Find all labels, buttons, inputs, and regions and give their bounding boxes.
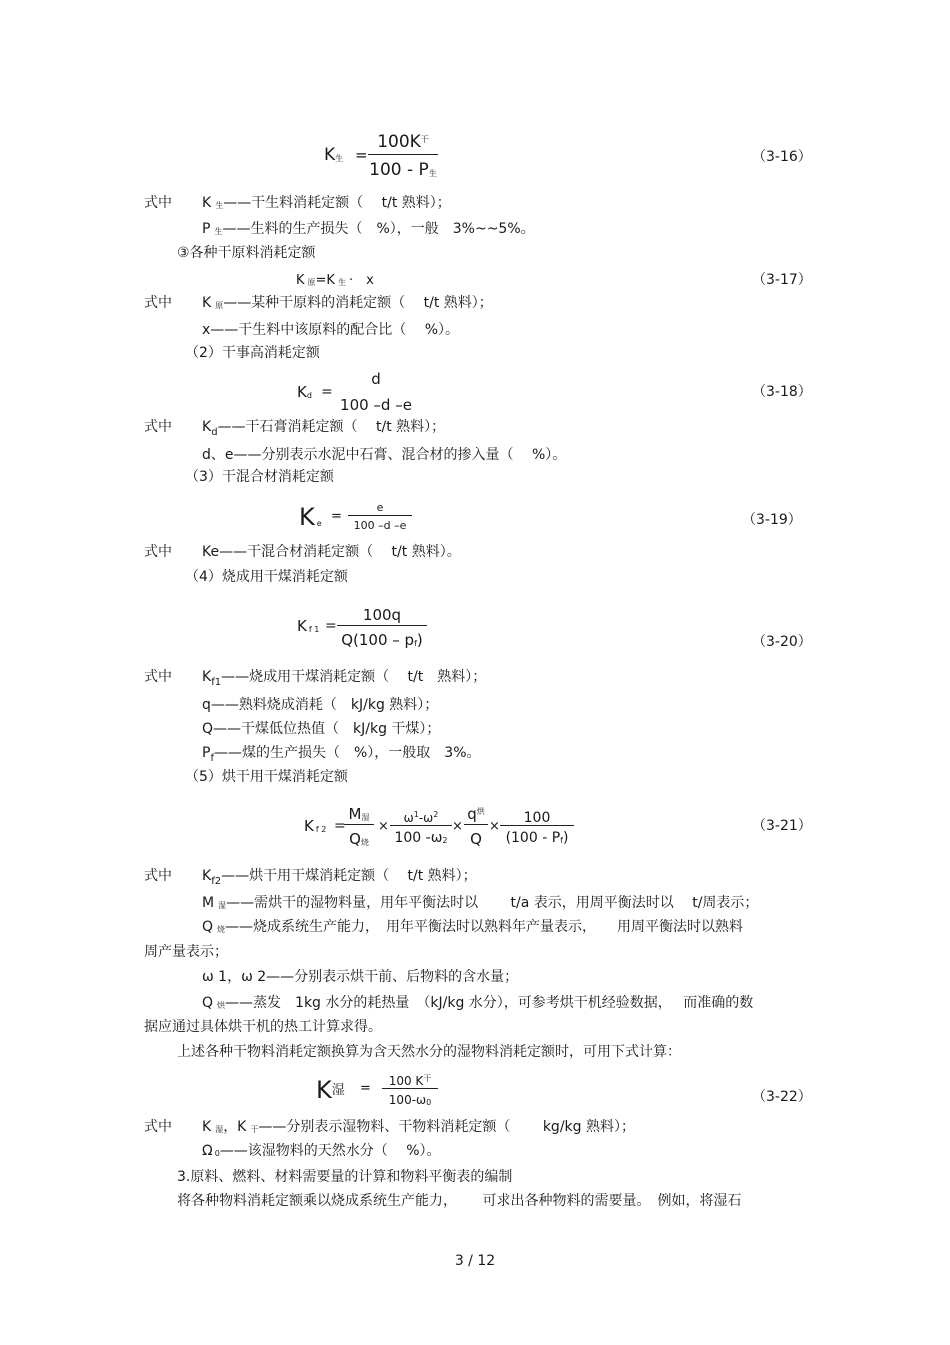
times-sign: × [378, 819, 389, 834]
shizhong-label: 式中 [144, 419, 172, 435]
denominator: 100 - P [369, 160, 429, 180]
eq-subscript: 生 [335, 154, 344, 163]
eq-sign: = [325, 618, 337, 634]
denominator-sub: 0 [426, 1098, 432, 1107]
fraction-bar [382, 1088, 438, 1089]
eq-symbol: K [297, 617, 307, 635]
fraction-bar [464, 824, 488, 825]
numerator: e [376, 501, 384, 514]
eq-subscript: 湿 [331, 1083, 345, 1098]
shizhong-label: 式中 [144, 868, 172, 884]
definition-line [202, 296, 493, 310]
fraction-bar [368, 154, 438, 155]
fraction [382, 1073, 438, 1109]
denominator-sub: f [560, 836, 563, 845]
equation-number: （3-22） [752, 1089, 812, 1105]
symbol-sub: d [211, 427, 218, 438]
definition-text: ——烘干用干煤消耗定额（ t/t 熟料）； [221, 868, 477, 884]
denominator: (100 - P [505, 830, 561, 846]
definition-line [202, 920, 743, 934]
symbol-sub: 原 [215, 301, 224, 310]
symbol: M [202, 895, 215, 911]
symbol-sub: 生 [215, 201, 224, 210]
symbol: K [202, 868, 212, 884]
symbol: ，K [223, 1119, 247, 1135]
page-number: 3 / 12 [454, 1253, 496, 1269]
symbol-sub: 生 [214, 227, 223, 236]
eq-subscript: e [316, 519, 322, 528]
definition-text: ——干生料消耗定额（ t/t 熟料）； [223, 195, 451, 211]
numerator: q [467, 805, 477, 823]
denominator: 100 –d –e [353, 519, 407, 532]
symbol-sub: 烧 [217, 925, 226, 934]
denominator-sub: 烧 [360, 838, 369, 847]
numerator-sub: 湿 [361, 813, 370, 822]
fraction [368, 132, 438, 182]
section-heading: （4）烧成用干煤消耗定额 [185, 569, 348, 585]
definition-line [202, 420, 445, 438]
fraction [348, 501, 412, 533]
symbol-sub: f2 [211, 876, 222, 887]
definition-text: ——干石膏消耗定额（ t/t 熟料）； [217, 419, 446, 435]
eq-middle: =K [315, 273, 335, 288]
fraction-bar [500, 825, 574, 826]
symbol-sub: 烘 [217, 1001, 226, 1010]
section-heading: （3）干混合材消耗定额 [185, 469, 334, 485]
eq-sign: = [355, 146, 368, 164]
numerator-sub: 干 [420, 135, 429, 144]
definition-line [202, 1144, 441, 1158]
numerator-sub: 干 [423, 1074, 432, 1083]
fraction-bar [390, 825, 452, 826]
numerator: -ω [418, 811, 434, 825]
symbol: P [202, 745, 211, 761]
eq-symbol: K [304, 817, 314, 835]
eq-symbol: K [297, 383, 307, 401]
denominator: 100 –d –e [340, 396, 412, 414]
definition-line [202, 996, 753, 1010]
definition-text: ——生料的生产损失（ %），一般 3%~~5%。 [222, 221, 535, 237]
shizhong-label: 式中 [144, 544, 172, 560]
eq-symbol: K [296, 273, 305, 288]
symbol-sub: 0 [214, 1149, 220, 1158]
fraction-bar [344, 824, 374, 825]
symbol-sub: f1 [211, 677, 222, 688]
definition-text: ——烧成用干煤消耗定额（ t/t 熟料）； [221, 669, 487, 685]
numerator: ω [403, 811, 414, 825]
fraction-m [344, 805, 374, 849]
definition-text: ——烧成系统生产能力， 用年平衡法时以熟料年产量表示， 用周平衡法时以熟料 [225, 919, 744, 935]
symbol-sub: 湿 [218, 901, 227, 910]
symbol: P [202, 221, 211, 237]
denominator-sub: f [414, 639, 417, 648]
symbol-sub: 干 [250, 1125, 259, 1134]
symbol: Q [202, 995, 214, 1011]
paragraph: 上述各种干物料消耗定额换算为含天然水分的湿物料消耗定额时，可用下式计算： [177, 1044, 681, 1060]
definition-text: ——需烘干的湿物料量，用年平衡法时以 t/a 表示，用周平衡法时以 t/周表示； [226, 895, 759, 911]
definition-line [202, 896, 758, 910]
times-sign: × [489, 819, 500, 834]
definition-line: d、e——分别表示水泥中石膏、混合材的掺入量（ %）。 [202, 447, 567, 463]
symbol: K [202, 1119, 212, 1135]
eq-sign: = [360, 1081, 371, 1096]
numerator-sub: 1 [413, 810, 419, 819]
fraction [330, 370, 422, 414]
definition-line: x——干生料中该原料的配合比（ %）。 [202, 322, 460, 338]
denominator: Q(100 – p [341, 631, 415, 649]
symbol-sub: f [210, 753, 214, 764]
symbol: Q [202, 919, 214, 935]
times-sign: × [452, 819, 463, 834]
denominator-close: ) [562, 830, 569, 846]
definition-text: ——该湿物料的天然水分（ %）。 [219, 1143, 441, 1159]
fraction-bar [348, 515, 412, 516]
shizhong-label: 式中 [144, 1119, 172, 1135]
equation-number: （3-19） [742, 512, 802, 528]
symbol: Ω [202, 1143, 213, 1159]
section-title: 3.原料、燃料、材料需要量的计算和物料平衡表的编制 [177, 1169, 513, 1185]
definition-line [144, 196, 172, 210]
definition-text: ——蒸发 1kg 水分的耗热量 （kJ/kg 水分），可参考烘干机经验数据， 而准确的数 [225, 995, 754, 1011]
eq-sign: = [321, 384, 333, 400]
denominator: 100 -ω [394, 830, 443, 846]
denominator-sub: 生 [428, 169, 437, 178]
numerator: 100q [362, 606, 402, 624]
denominator: Q [470, 830, 482, 848]
denominator: Q [349, 830, 361, 848]
eq-subscript: f 1 [308, 625, 320, 634]
symbol: K [202, 419, 212, 435]
numerator: M [348, 805, 362, 823]
definition-line: ω 1，ω 2——分别表示烘干前、后物料的含水量； [202, 969, 519, 985]
numerator-sub: 烘 [476, 807, 485, 816]
denominator-sub: 2 [442, 836, 448, 845]
equation-number: （3-18） [752, 384, 812, 400]
definition-line [202, 670, 486, 688]
numerator: d [371, 370, 381, 388]
symbol: K [202, 195, 212, 211]
definition-line: 周产量表示； [144, 944, 228, 960]
paragraph: 将各种物料消耗定额乘以烧成系统生产能力， 可求出各种物料的需要量。 例如，将湿石 [177, 1193, 742, 1209]
definition-line: 据应通过具体烘干机的热工计算求得。 [144, 1019, 382, 1035]
definition-text: ——某种干原料的消耗定额（ t/t 熟料）； [223, 295, 493, 311]
eq-sign: = [334, 818, 346, 834]
eq-subscript: f 2 [315, 825, 327, 834]
definition-line: q——熟料烧成消耗（ kJ/kg 熟料）； [202, 697, 439, 713]
fraction-bar [337, 625, 427, 626]
eq-symbol: K [324, 145, 336, 165]
eq-subscript: 生 [337, 278, 346, 287]
equation-number: （3-17） [752, 272, 812, 288]
definition-line: Ke——干混合材消耗定额（ t/t 熟料）。 [202, 544, 461, 560]
symbol: K [202, 295, 212, 311]
numerator: 100 K [388, 1074, 424, 1088]
shizhong-label: 式中 [144, 669, 172, 685]
eq-sign: = [331, 509, 342, 524]
equation-number: （3-21） [752, 818, 812, 834]
eq-subscript: 原 [307, 278, 316, 287]
numerator: 100K [377, 132, 421, 152]
fraction-pf [500, 810, 574, 850]
shizhong-label: 式中 [144, 195, 172, 211]
definition-text: ——分别表示湿物料、干物料消耗定额（ kg/kg 熟料）； [258, 1119, 635, 1135]
fraction-q [464, 805, 488, 849]
eq-symbol: K [316, 1076, 332, 1104]
definition-line [202, 746, 481, 764]
shizhong-label: 式中 [144, 295, 172, 311]
numerator: 100 [523, 810, 551, 826]
eq-symbol: K [299, 503, 315, 531]
section-heading: （2）干事高消耗定额 [185, 345, 320, 361]
fraction [337, 606, 427, 650]
definition-line [202, 196, 451, 210]
numerator-sub: 2 [433, 810, 439, 819]
definition-text: ——煤的生产损失（ %），一般取 3%。 [213, 745, 481, 761]
subheading: ③各种干原料消耗定额 [177, 245, 316, 261]
eq-subscript: d [306, 391, 312, 400]
definition-line [202, 222, 535, 236]
definition-line: Q——干煤低位热值（ kJ/kg 干煤）； [202, 721, 441, 737]
equation-number: （3-16） [752, 149, 812, 165]
symbol: K [202, 669, 212, 685]
definition-line [202, 1120, 635, 1134]
denominator-close: ) [416, 631, 423, 649]
section-heading: （5）烘干用干煤消耗定额 [185, 769, 348, 785]
eq-tail: · x [348, 273, 374, 288]
symbol-sub: 湿 [215, 1125, 224, 1134]
equation-number: （3-20） [752, 634, 812, 650]
fraction-omega [390, 810, 452, 850]
definition-line [202, 869, 477, 887]
denominator: 100-ω [388, 1093, 427, 1107]
